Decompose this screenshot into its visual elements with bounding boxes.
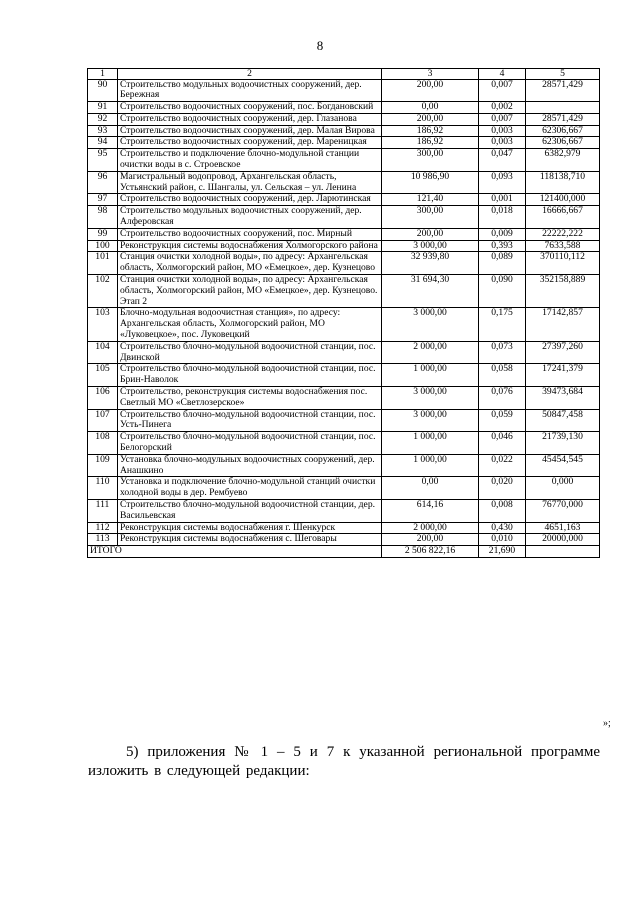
column-4-value: 0,059 (479, 409, 526, 432)
column-header-2: 2 (118, 69, 382, 80)
column-3-value: 3 000,00 (382, 387, 479, 410)
row-number: 112 (88, 522, 118, 534)
column-4-value: 0,001 (479, 194, 526, 206)
column-5-value (526, 102, 600, 114)
column-3-value: 0,00 (382, 102, 479, 114)
table-row (88, 534, 600, 546)
row-number: 106 (88, 387, 118, 410)
table-row (88, 194, 600, 206)
table-row (88, 275, 600, 308)
object-name: Строительство блочно-модульной водоочистной станции, пос. Белогорский (118, 432, 382, 455)
row-number: 105 (88, 364, 118, 387)
row-number: 103 (88, 308, 118, 341)
row-number: 91 (88, 102, 118, 114)
row-number: 93 (88, 125, 118, 137)
object-name: Строительство водоочистных сооружений, дер. Глазанова (118, 113, 382, 125)
row-number: 90 (88, 79, 118, 102)
column-5-value: 4651,163 (526, 522, 600, 534)
column-5-value: 50847,458 (526, 409, 600, 432)
object-name: Строительство блочно-модульной водоочистной станции, пос. Брин-Наволок (118, 364, 382, 387)
column-5-value: 17241,379 (526, 364, 600, 387)
column-3-value: 300,00 (382, 149, 479, 172)
column-3-value: 10 986,90 (382, 171, 479, 194)
column-3-value: 2 000,00 (382, 522, 479, 534)
row-number: 97 (88, 194, 118, 206)
column-3-value: 186,92 (382, 125, 479, 137)
column-5-value: 22222,222 (526, 228, 600, 240)
row-number: 96 (88, 171, 118, 194)
column-4-value: 0,093 (479, 171, 526, 194)
row-number: 92 (88, 113, 118, 125)
row-number: 113 (88, 534, 118, 546)
object-name: Строительство водоочистных сооружений, дер. Мареницкая (118, 137, 382, 149)
column-3-value: 3 000,00 (382, 409, 479, 432)
column-header-3: 3 (382, 69, 479, 80)
object-name: Блочно-модульная водоочистная станция», по адресу: Архангельская область, Холмогорский район, МО «Луковецкое», пос. Луковецкий (118, 308, 382, 341)
table-row (88, 341, 600, 364)
column-4-value: 0,046 (479, 432, 526, 455)
column-4-value: 0,010 (479, 534, 526, 546)
column-4-value: 0,009 (479, 228, 526, 240)
program-table-body (88, 69, 600, 558)
object-name: Магистральный водопровод, Архангельская область, Устьянский район, с. Шангалы, ул. Сельская – ул. Ленина (118, 171, 382, 194)
column-4-value: 0,175 (479, 308, 526, 341)
table-row (88, 477, 600, 500)
column-4-value: 0,430 (479, 522, 526, 534)
column-4-value: 0,020 (479, 477, 526, 500)
column-5-value: 7633,588 (526, 240, 600, 252)
column-3-value: 2 000,00 (382, 341, 479, 364)
table-row (88, 432, 600, 455)
column-3-value: 200,00 (382, 79, 479, 102)
column-3-value: 1 000,00 (382, 364, 479, 387)
column-3-value: 121,40 (382, 194, 479, 206)
row-number: 110 (88, 477, 118, 500)
column-5-value: 370110,112 (526, 252, 600, 275)
table-row (88, 125, 600, 137)
page-number: 8 (316, 38, 324, 53)
table-row (88, 79, 600, 102)
column-5-value: 28571,429 (526, 113, 600, 125)
column-4-value: 0,090 (479, 275, 526, 308)
column-header-1: 1 (88, 69, 118, 80)
column-5-value: 121400,000 (526, 194, 600, 206)
table-header-row (88, 69, 600, 80)
table-row (88, 240, 600, 252)
object-name: Реконструкция системы водоснабжения г. Шенкурск (118, 522, 382, 534)
table-row (88, 308, 600, 341)
column-3-value: 200,00 (382, 534, 479, 546)
column-5-value: 6382,979 (526, 149, 600, 172)
column-5-value: 352158,889 (526, 275, 600, 308)
table-row (88, 409, 600, 432)
object-name: Строительство блочно-модульной водоочистной станции, пос. Двинской (118, 341, 382, 364)
column-4-value: 0,007 (479, 113, 526, 125)
table-row (88, 228, 600, 240)
row-number: 98 (88, 206, 118, 229)
column-4-value: 0,018 (479, 206, 526, 229)
row-number: 104 (88, 341, 118, 364)
object-name: Строительство блочно-модульной водоочистной станции, пос. Усть-Пинега (118, 409, 382, 432)
column-5-value: 39473,684 (526, 387, 600, 410)
column-5-value: 45454,545 (526, 454, 600, 477)
column-3-value: 614,16 (382, 499, 479, 522)
total-column-4: 21,690 (479, 546, 526, 558)
table-row (88, 137, 600, 149)
column-4-value: 0,393 (479, 240, 526, 252)
object-name: Установка блочно-модульных водоочистных сооружений, дер. Анашкино (118, 454, 382, 477)
object-name: Строительство блочно-модульной водоочистной станции, дер. Васильевская (118, 499, 382, 522)
table-row (88, 522, 600, 534)
row-number: 108 (88, 432, 118, 455)
column-4-value: 0,076 (479, 387, 526, 410)
total-row (88, 546, 600, 558)
row-number: 99 (88, 228, 118, 240)
column-header-5: 5 (526, 69, 600, 80)
table-row (88, 149, 600, 172)
table-row (88, 499, 600, 522)
object-name: Строительство модульных водоочистных сооружений, дер. Бережная (118, 79, 382, 102)
total-column-5 (526, 546, 600, 558)
row-number: 94 (88, 137, 118, 149)
object-name: Строительство водоочистных сооружений, пос. Мирный (118, 228, 382, 240)
object-name: Строительство водоочистных сооружений, пос. Богдановский (118, 102, 382, 114)
column-3-value: 1 000,00 (382, 454, 479, 477)
row-number: 107 (88, 409, 118, 432)
program-table (87, 68, 600, 558)
total-label: ИТОГО (88, 546, 382, 558)
object-name: Реконструкция системы водоснабжения с. Шеговары (118, 534, 382, 546)
row-number: 111 (88, 499, 118, 522)
column-5-value: 27397,260 (526, 341, 600, 364)
column-5-value: 62306,667 (526, 125, 600, 137)
column-5-value: 0,000 (526, 477, 600, 500)
object-name: Установка и подключение блочно-модульной станций очистки холодной воды в дер. Рембуево (118, 477, 382, 500)
column-4-value: 0,073 (479, 341, 526, 364)
row-number: 102 (88, 275, 118, 308)
table-row (88, 252, 600, 275)
column-3-value: 0,00 (382, 477, 479, 500)
object-name: Строительство водоочистных сооружений, дер. Малая Вирова (118, 125, 382, 137)
object-name: Станция очистки холодной воды», по адресу: Архангельская область, Холмогорский район, МО «Емецкое», дер. Кузнецово (118, 252, 382, 275)
column-5-value: 20000,000 (526, 534, 600, 546)
table-row (88, 113, 600, 125)
object-name: Реконструкция системы водоснабжения Холмогорского района (118, 240, 382, 252)
total-column-3: 2 506 822,16 (382, 546, 479, 558)
column-5-value: 76770,000 (526, 499, 600, 522)
column-3-value: 31 694,30 (382, 275, 479, 308)
column-5-value: 118138,710 (526, 171, 600, 194)
column-4-value: 0,022 (479, 454, 526, 477)
column-3-value: 1 000,00 (382, 432, 479, 455)
column-4-value: 0,089 (479, 252, 526, 275)
column-4-value: 0,008 (479, 499, 526, 522)
column-5-value: 28571,429 (526, 79, 600, 102)
table-row (88, 206, 600, 229)
column-4-value: 0,007 (479, 79, 526, 102)
column-3-value: 3 000,00 (382, 240, 479, 252)
column-3-value: 32 939,80 (382, 252, 479, 275)
column-4-value: 0,003 (479, 125, 526, 137)
object-name: Станция очистки холодной воды», по адресу: Архангельская область, Холмогорский район, МО «Емецкое», дер. Кузнецово. Этап 2 (118, 275, 382, 308)
object-name: Строительство модульных водоочистных сооружений, дер. Алферовская (118, 206, 382, 229)
column-3-value: 300,00 (382, 206, 479, 229)
column-5-value: 17142,857 (526, 308, 600, 341)
column-4-value: 0,003 (479, 137, 526, 149)
table-row (88, 387, 600, 410)
table-row (88, 454, 600, 477)
object-name: Строительство водоочистных сооружений, дер. Ларютинская (118, 194, 382, 206)
column-3-value: 3 000,00 (382, 308, 479, 341)
object-name: Строительство и подключение блочно-модульной станции очистки воды в с. Строевское (118, 149, 382, 172)
row-number: 100 (88, 240, 118, 252)
amendment-paragraph: 5) приложения № 1 – 5 и 7 к указанной региональной программе изложить в следующей редакции: (88, 744, 600, 779)
column-header-4: 4 (479, 69, 526, 80)
column-4-value: 0,047 (479, 149, 526, 172)
object-name: Строительство, реконструкция системы водоснабжения пос. Светлый МО «Светлозерское» (118, 387, 382, 410)
column-3-value: 200,00 (382, 228, 479, 240)
column-5-value: 16666,667 (526, 206, 600, 229)
table-row (88, 364, 600, 387)
row-number: 101 (88, 252, 118, 275)
column-4-value: 0,058 (479, 364, 526, 387)
column-4-value: 0,002 (479, 102, 526, 114)
column-5-value: 21739,130 (526, 432, 600, 455)
column-5-value: 62306,667 (526, 137, 600, 149)
table-row (88, 171, 600, 194)
table-closing-quote: »; (603, 718, 611, 729)
row-number: 95 (88, 149, 118, 172)
row-number: 109 (88, 454, 118, 477)
table-row (88, 102, 600, 114)
column-3-value: 186,92 (382, 137, 479, 149)
column-3-value: 200,00 (382, 113, 479, 125)
